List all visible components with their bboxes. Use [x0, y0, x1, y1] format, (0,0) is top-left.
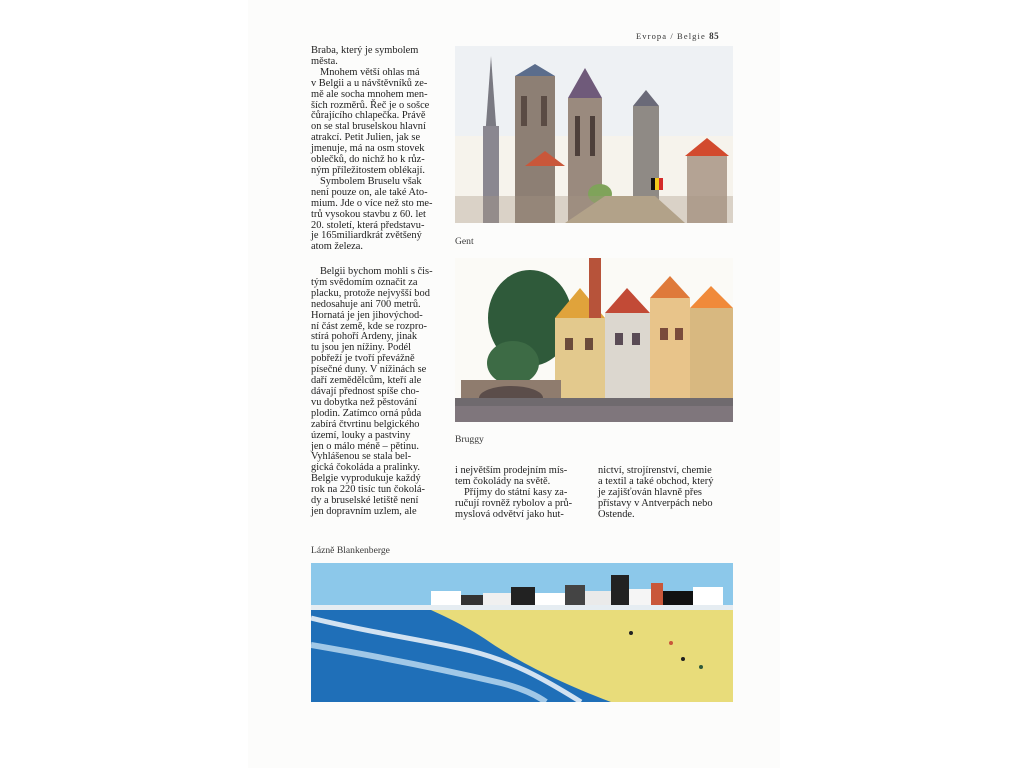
- paragraph: nictví, strojírenství, chemie a textil a také obchod, který je zajišťován hlavně přes přístavy v Antverpách nebo Ostende.: [598, 465, 714, 520]
- header-section: Evropa / Belgie: [636, 31, 706, 41]
- page-number: 85: [709, 31, 720, 41]
- paragraph: Braba, který je symbolem města.: [311, 45, 419, 67]
- running-header: [636, 31, 734, 41]
- column-2: [455, 466, 591, 521]
- paragraph: Mnohem větší ohlas má v Belgii a u návštěvníků ze- mě ale socha mnohem men- ších rozměrů. Řeč je o sošce čůrajícího chlapečka. Právě on se stal bruselskou hlavní atrakcí. Petit Julien, jak se jmenuje, má na osm stovek oblečků, do nichž ho k růz- ným příležitostem oblékají.: [311, 66, 430, 176]
- gent-illustration: [455, 46, 733, 223]
- paragraph: Příjmy do státní kasy za- ručují rovněž rybolov a prů- myslová odvětví jako hut-: [455, 486, 573, 520]
- caption-blankenberge: Lázně Blankenberge: [311, 545, 390, 556]
- column-1-bottom: [311, 267, 447, 518]
- paragraph: i největším prodejním mís- tem čokolády na světě.: [455, 465, 568, 487]
- column-1-top: [311, 46, 447, 253]
- column-3: [598, 466, 734, 521]
- blankenberge-illustration: [311, 563, 733, 702]
- bruggy-illustration: [455, 258, 733, 422]
- paragraph: Belgii bychom mohli s čis- tým svědomím označit za placku, protože nejvyšší bod nedosahuje ani 700 metrů. Hornatá je jen jihovýchod- ní část země, kde se rozpro- stírá pohoří Ardeny, jinak tu jsou jen nížiny. Podél pobřeží je tvoří převážně písečné duny. V nížinách se daří zemědělcům, kteří ale dávají přednost spíše cho- vu dobytka než pěstování plodin. Zatímco orná půda zabírá čtvrtinu belgického území, louky a pastviny jen o málo méně – pětinu. Vyhlášenou se stala bel- gická čokoláda a pralinky. Belgie vyprodukuje každý rok na 220 tisíc tun čokolá- dy a bruselské letiště není jen dopravním uzlem, ale: [311, 266, 433, 517]
- caption-bruggy: Bruggy: [455, 434, 484, 445]
- caption-gent: Gent: [455, 236, 474, 247]
- paragraph: Symbolem Bruselu však není pouze on, ale také Ato- mium. Jde o více než sto me- trů vysokou stavbu z 60. let 20. století, která představu- je 165miliardkrát zvětšený atom železa.: [311, 175, 433, 253]
